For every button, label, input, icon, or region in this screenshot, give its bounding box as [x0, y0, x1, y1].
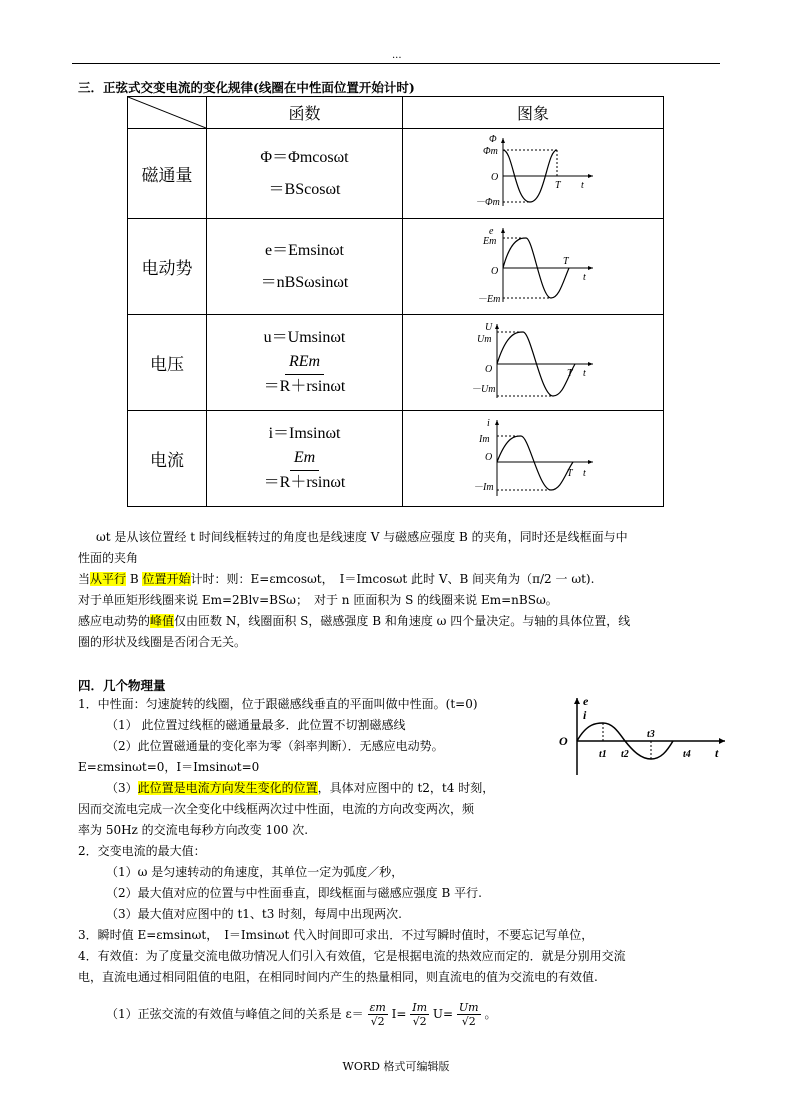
instant-value-line: 3．瞬时值 E=εmsinωt， I＝Imsinωt 代入时间即可求出．不过写瞬时值时，不要忘记写单位，	[78, 928, 594, 942]
formula-line: ＝R＋rsinωt	[263, 474, 346, 491]
formula-flux	[207, 129, 403, 219]
period-label: T	[563, 255, 569, 267]
highlight-text: 此位置是电流方向发生变化的位置	[137, 781, 318, 795]
formula-current	[207, 411, 403, 507]
fraction-numerator: εm	[369, 1001, 386, 1014]
sine-graph	[463, 318, 603, 404]
trough-label: －Em	[477, 293, 501, 305]
graph-current	[403, 411, 664, 507]
fraction-denominator: √2	[370, 1015, 385, 1028]
time-label: t	[583, 271, 586, 283]
time-marker: t4	[683, 749, 691, 760]
max-value-l3: （2）最大值对应的位置与中性面垂直，即线框面与磁感应强度 B 平行.	[106, 886, 482, 900]
origin-label: O	[491, 265, 499, 277]
fraction-emf	[368, 1001, 388, 1028]
time-marker: t1	[599, 749, 607, 760]
highlight-text: 位置开始	[142, 572, 191, 586]
column-header-graph: 图象	[403, 97, 664, 129]
time-axis-label: t	[715, 746, 719, 760]
highlight-text: 从平行	[90, 572, 127, 586]
neutral-plane-l4: E=εmsinωt=0，I＝Imsinωt=0	[78, 760, 260, 774]
effective-value-l1: 4．有效值：为了度量交流电做功情况人们引入有效值，它是根据电流的热效应而定的．就是分别用交流	[78, 949, 626, 963]
sine-graph	[463, 222, 603, 308]
time-label: t	[583, 367, 586, 379]
row-label-emf: 电动势	[128, 219, 207, 315]
trough-label: －Im	[473, 481, 494, 493]
cosine-graph	[463, 132, 603, 212]
max-value-l2: （1）ω 是匀速转动的角速度，其单位一定为弧度／秒，	[106, 865, 404, 879]
section4-title: 四．几个物理量	[78, 678, 166, 693]
period-label: T	[567, 467, 573, 479]
neutral-plane-l2: （1） 此位置过线框的磁通量最多．此位置不切割磁感线	[106, 718, 406, 732]
formula-line: Φ＝Φmcosωt	[260, 148, 349, 166]
neutral-plane-l6: 因而交流电完成一次全变化中线框两次过中性面，电流的方向改变两次，频	[78, 802, 475, 816]
origin-label: O	[485, 363, 493, 375]
time-label: t	[583, 467, 586, 479]
formula-line: i＝Imsinωt	[268, 425, 341, 442]
peak-label: Em	[483, 235, 497, 247]
neutral-plane-l5	[106, 778, 494, 799]
text-span: 当	[78, 572, 91, 586]
effective-value-relation	[106, 998, 496, 1030]
trough-label: －Φm	[475, 196, 500, 208]
text-span: （3）	[106, 781, 138, 795]
neutral-plane-l1: 1．中性面：匀速旋转的线圈，位于跟磁感线垂直的平面叫做中性面。(t=0)	[78, 697, 478, 711]
origin-label: O	[491, 171, 499, 183]
origin-label: O	[559, 734, 568, 748]
peak-label: Im	[479, 433, 490, 445]
peak-label: Φm	[483, 145, 498, 157]
table-corner-cell	[128, 97, 207, 129]
text-span: I=	[391, 1007, 407, 1021]
fraction-current	[410, 1001, 429, 1028]
period-label: T	[567, 367, 573, 379]
formula-line: ＝BScosωt	[268, 180, 341, 198]
text-span: 计时：则：E=εmcosωt， I＝Imcosωt 此时 V、B 间夹角为（π/2 一 ωt).	[190, 572, 595, 586]
graph-flux	[403, 129, 664, 219]
effective-value-l2: 电，直流电通过相同阻值的电阻，在相同时间内产生的热量相同，则直流电的值为交流电的有效值.	[78, 970, 598, 984]
row-label-current: 电流	[128, 411, 207, 507]
row-label-voltage: 电压	[128, 315, 207, 411]
peak-label: Um	[477, 333, 492, 345]
fraction-denominator: √2	[412, 1015, 427, 1028]
section3-title: 三．正弦式交变电流的变化规律(线圈在中性面位置开始计时)	[78, 80, 415, 95]
neutral-plane-l7: 率为 50Hz 的交流电每秒方向改变 100 次.	[78, 823, 309, 837]
axis-label: e	[489, 225, 494, 237]
sine-graph	[463, 414, 603, 500]
axis-label: U	[485, 321, 493, 333]
max-value-l4: （3）最大值对应图中的 t1、t3 时刻，每周中出现两次.	[106, 907, 402, 921]
fraction-voltage	[457, 1001, 481, 1028]
text-span: U=	[432, 1007, 454, 1021]
row-label-flux: 磁通量	[128, 129, 207, 219]
formula-numerator: Em	[290, 446, 319, 471]
graph-emf	[403, 219, 664, 315]
period-label: T	[555, 179, 561, 191]
text-span: （1）正弦交流的有效值与峰值之间的关系是 ε＝	[106, 1007, 364, 1021]
fraction-numerator: Um	[458, 1001, 479, 1014]
column-header-function: 函数	[207, 97, 403, 129]
paragraph-angle-l1: ωt 是从该位置经 t 时间线框转过的角度也是线速度 V 与磁感应强度 B 的夹角，同时还是线框面与中	[96, 530, 628, 544]
formula-line: e＝Emsinωt	[265, 241, 344, 259]
text-span: 。	[484, 1007, 497, 1021]
graph-voltage	[403, 315, 664, 411]
formula-voltage	[207, 315, 403, 411]
fraction-numerator: Im	[412, 1001, 428, 1014]
neutral-plane-l3: （2）此位置磁通量的变化率为零（斜率判断）．无感应电动势。	[106, 739, 444, 753]
paragraph-single-coil: 对于单匝矩形线圈来说 Em=2Blv=BSω； 对于 n 匝面积为 S 的线圈来说 Em=nBSω。	[78, 593, 558, 607]
formula-line: ＝R＋rsinωt	[263, 378, 346, 395]
header-rule	[72, 63, 720, 64]
diagonal-line	[128, 97, 206, 128]
axis-label: i	[487, 417, 490, 429]
max-value-l1: 2．交变电流的最大值：	[78, 844, 206, 858]
page-footer: WORD 格式可编辑版	[342, 1060, 450, 1073]
text-span: B	[126, 572, 143, 586]
axis-label: i	[583, 708, 587, 722]
neutral-plane-graph	[555, 693, 730, 778]
paragraph-peak	[78, 611, 630, 632]
time-marker: t2	[621, 749, 629, 760]
formula-line: ＝nBSωsinωt	[260, 273, 349, 291]
trough-label: －Um	[471, 383, 496, 395]
axis-label: Φ	[489, 133, 497, 145]
time-marker: t3	[647, 729, 655, 740]
axis-label: e	[583, 694, 589, 708]
paragraph-parallel-start	[78, 569, 594, 590]
formula-line: u＝Umsinωt	[263, 329, 346, 346]
paragraph-angle-l2: 性面的夹角	[78, 551, 139, 565]
formula-numerator: REm	[285, 350, 324, 375]
ac-rules-table	[127, 96, 664, 507]
text-span: 仅由匝数 N，线圈面积 S，磁感强度 B 和角速度 ω 四个量决定。与轴的具体位置，线	[174, 614, 631, 628]
origin-label: O	[485, 451, 493, 463]
header-dots: ...	[392, 50, 402, 61]
formula-emf	[207, 219, 403, 315]
highlight-text: 峰值	[150, 614, 175, 628]
fraction-denominator: √2	[461, 1015, 476, 1028]
time-label: t	[581, 179, 584, 191]
paragraph-peak-l2: 圈的形状及线圈是否闭合无关。	[78, 635, 247, 649]
text-span: 感应电动势的	[78, 614, 151, 628]
text-span: ，具体对应图中的 t2，t4 时刻，	[317, 781, 495, 795]
